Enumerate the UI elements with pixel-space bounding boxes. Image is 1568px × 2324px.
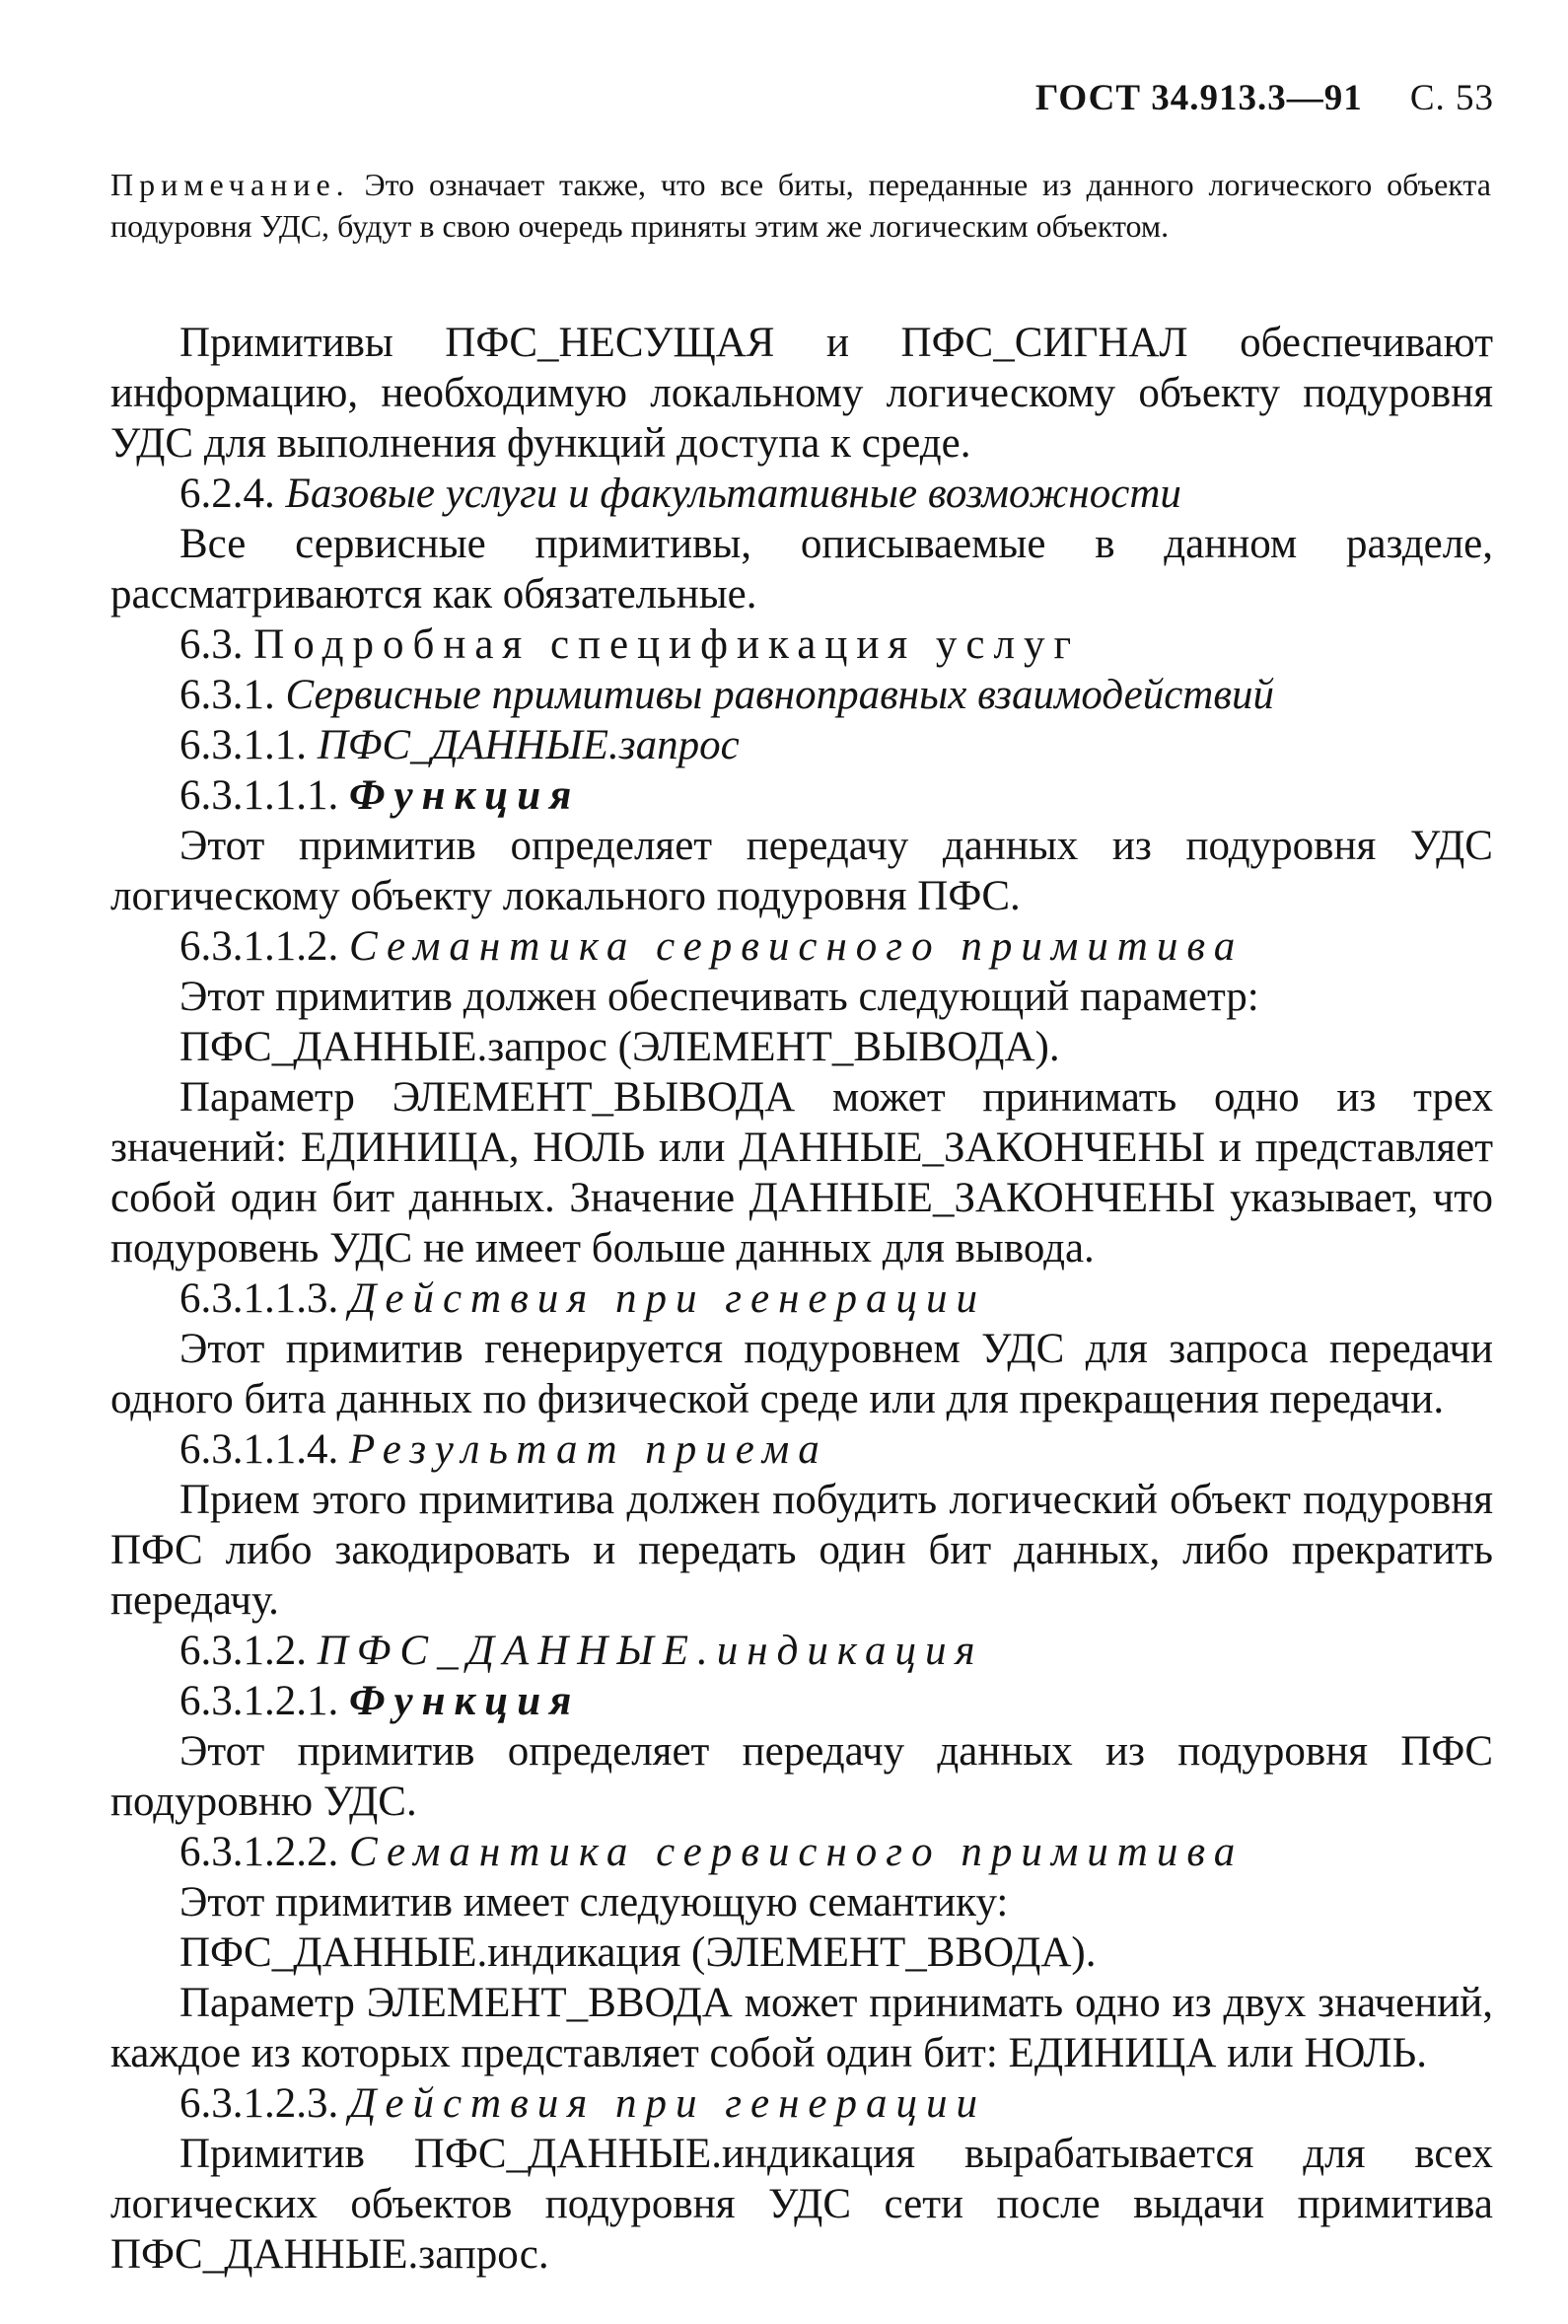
section-heading <box>110 1676 1493 1726</box>
section-number: 6.3.1.2. <box>179 1628 307 1674</box>
section-title: ПФС_ДАННЫЕ.индикация <box>317 1628 984 1674</box>
section-number: 6.3.1.1.1. <box>179 772 339 819</box>
section-heading <box>110 619 1493 670</box>
note-text: Это означает также, что все биты, переданные из данного логического объекта подуровня УДС, будут в свою очередь приняты этим же логическим объектом. <box>110 167 1492 244</box>
section-number: 6.3. <box>179 621 244 668</box>
paragraph: Этот примитив должен обеспечивать следующий параметр: <box>179 974 1259 1020</box>
section-title: Сервисные примитивы равноправных взаимодействий <box>285 672 1275 718</box>
section-number: 6.3.1.2.2. <box>179 1829 339 1875</box>
paragraph: Этот примитив определяет передачу данных из подуровня УДС логическому объекту локального подуровня ПФС. <box>110 823 1493 919</box>
document-body <box>110 318 1493 2280</box>
section-title: Функция <box>349 772 581 819</box>
section-title: Действия при генерации <box>349 2080 987 2127</box>
section-number: 6.3.1.2.3. <box>179 2080 339 2127</box>
section-number: 6.2.4. <box>179 471 275 517</box>
section-number: 6.3.1.1. <box>179 722 307 768</box>
section-title: Действия при генерации <box>349 1275 987 1322</box>
section-title: Подробная спецификация услуг <box>253 621 1081 668</box>
paragraph: ПФС_ДАННЫЕ.запрос (ЭЛЕМЕНТ_ВЫВОДА). <box>179 1024 1060 1070</box>
paragraph: Примитивы ПФС_НЕСУЩАЯ и ПФС_СИГНАЛ обеспечивают информацию, необходимую локальному логическому объекту подуровня УДС для выполнения функций доступа к среде. <box>110 320 1493 467</box>
section-heading <box>110 1827 1493 1877</box>
section-title: Базовые услуги и факультативные возможности <box>285 471 1181 517</box>
note-label: Примечание. <box>110 167 350 202</box>
section-heading <box>110 1626 1493 1676</box>
note <box>110 164 1491 247</box>
standard-number: ГОСТ 34.913.3—91 <box>1034 78 1363 118</box>
section-title: ПФС_ДАННЫЕ.запрос <box>317 722 740 768</box>
section-title: Семантика сервисного примитива <box>349 1829 1245 1875</box>
section-heading <box>110 1424 1493 1475</box>
paragraph: Прием этого примитива должен побудить логический объект подуровня ПФС либо закодировать и передать один бит данных, либо прекратить передачу. <box>110 1477 1493 1624</box>
paragraph: Этот примитив определяет передачу данных из подуровня ПФС подуровню УДС. <box>110 1728 1493 1825</box>
section-heading <box>110 2078 1493 2129</box>
section-number: 6.3.1.1.3. <box>179 1275 339 1322</box>
paragraph: Параметр ЭЛЕМЕНТ_ВВОДА может принимать одно из двух значений, каждое из которых представляет собой один бит: ЕДИНИЦА или НОЛЬ. <box>110 1980 1493 2076</box>
paragraph: Этот примитив имеет следующую семантику: <box>179 1879 1009 1925</box>
section-number: 6.3.1. <box>179 672 275 718</box>
paragraph: Параметр ЭЛЕМЕНТ_ВЫВОДА может принимать одно из трех значений: ЕДИНИЦА, НОЛЬ или ДАННЫЕ_ЗАКОНЧЕНЫ и представляет собой один бит данных. Значение ДАННЫЕ_ЗАКОНЧЕНЫ указывает, что подуровень УДС не имеет больше данных для вывода. <box>110 1074 1493 1271</box>
section-title: Семантика сервисного примитива <box>349 923 1245 970</box>
section-heading <box>110 670 1493 720</box>
section-heading <box>110 469 1493 519</box>
page-number: С. 53 <box>1409 78 1494 118</box>
section-heading <box>110 720 1493 770</box>
page-header <box>1035 77 1494 119</box>
section-number: 6.3.1.1.2. <box>179 923 339 970</box>
paragraph: ПФС_ДАННЫЕ.индикация (ЭЛЕМЕНТ_ВВОДА). <box>179 1929 1097 1976</box>
section-title: Результат приема <box>349 1426 828 1473</box>
section-heading <box>110 770 1493 821</box>
section-number: 6.3.1.2.1. <box>179 1678 339 1724</box>
section-heading <box>110 921 1493 972</box>
paragraph: Все сервисные примитивы, описываемые в данном разделе, рассматриваются как обязательные. <box>110 521 1493 617</box>
section-heading <box>110 1273 1493 1324</box>
paragraph: Этот примитив генерируется подуровнем УДС для запроса передачи одного бита данных по физической среде или для прекращения передачи. <box>110 1326 1493 1422</box>
section-title: Функция <box>349 1678 581 1724</box>
section-number: 6.3.1.1.4. <box>179 1426 339 1473</box>
paragraph: Примитив ПФС_ДАННЫЕ.индикация вырабатывается для всех логических объектов подуровня УДС сети после выдачи примитива ПФС_ДАННЫЕ.запрос. <box>110 2131 1493 2278</box>
